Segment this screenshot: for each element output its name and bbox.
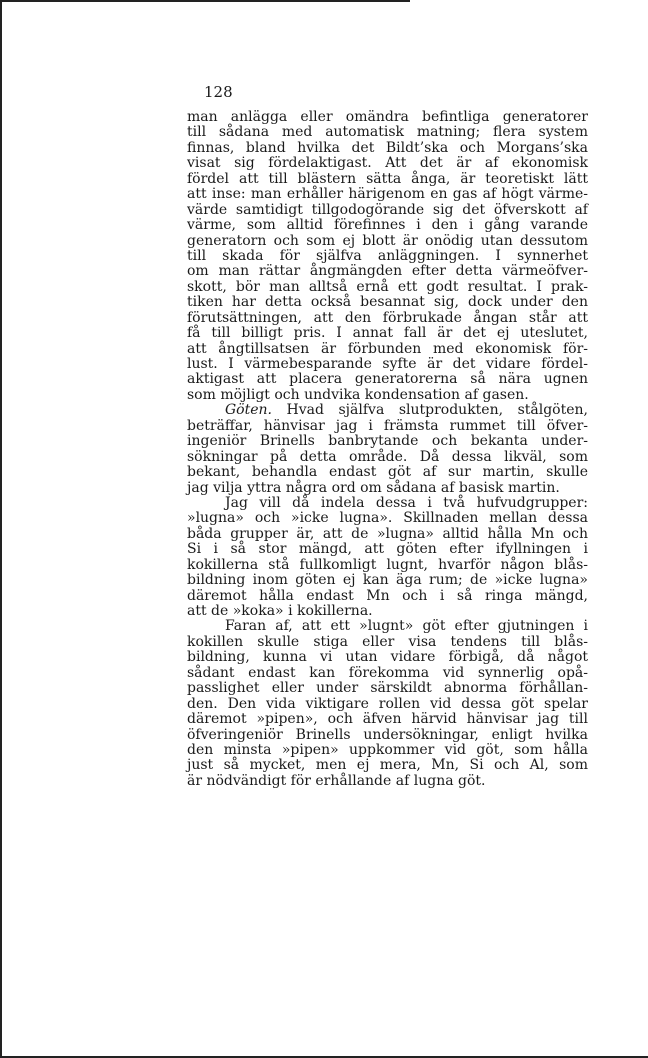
text-line-rest: Hvad själfva slutprodukten, stålgöten, (272, 402, 588, 419)
text-line: bekant, behandla endast göt af sur martin, skulle (187, 464, 588, 481)
text-line: däremot »pipen», och äfven härvid hänvisar jag till (187, 711, 588, 728)
text-line: passlighet eller under särskildt abnorma förhållan- (187, 680, 588, 697)
text-line: lust. I värmebesparande syfte är det vidare fördel- (187, 356, 588, 372)
text-line: just så mycket, men ej mera, Mn, Si och Al, som (187, 757, 588, 774)
text-line: Faran af, att ett »lugnt» göt efter gjutningen i (225, 618, 588, 635)
text-line: aktigast att placera generatorerna så nära ugnen (187, 371, 588, 388)
text-line: Si i så stor mängd, att göten efter ifyllningen i (187, 541, 588, 558)
text-line: skott, bör man alltså ernå ett godt resultat. I prak- (187, 278, 588, 295)
page-number: 128 (204, 83, 233, 101)
top-border-rule (0, 0, 410, 2)
left-border-rule (0, 0, 2, 1058)
text-line: jag vilja yttra några ord om sådana af basisk martin. (187, 479, 560, 496)
text-line: öfveringeniör Brinells undersökningar, enligt hvilka (187, 726, 588, 743)
text-line: som möjligt och undvika kondensation af gasen. (187, 386, 529, 403)
text-line: till skada för själfva anläggningen. I synnerhet (187, 247, 588, 264)
text-line: är nödvändigt för erhållande af lugna göt. (187, 772, 486, 789)
text-line: ingeniör Brinells banbrytande och bekanta under- (187, 433, 588, 450)
text-line: att de »koka» i kokillerna. (187, 603, 373, 619)
body-text (187, 110, 588, 789)
text-line: kokillen skulle stiga eller visa tendens till blås- (187, 633, 588, 650)
text-line: båda grupper är, att de »lugna» alltid hålla Mn och (187, 525, 588, 542)
text-line: »lugna» och »icke lugna». Skillnaden mellan dessa (187, 510, 588, 527)
text-line: tiken har detta också besannat sig, dock under den (187, 294, 588, 311)
text-line: värde samtidigt tillgodogörande sig det öfverskott af (187, 201, 588, 218)
text-line: värme, som alltid förefinnes i den i gång varande (187, 217, 588, 234)
text-line: att ångtillsatsen är förbunden med ekonomisk för- (187, 340, 588, 357)
text-line: sökningar på detta område. Då dessa likväl, som (187, 448, 588, 465)
text-line: man anlägga eller omändra befintliga generatorer (187, 109, 588, 125)
text-line: den minsta »pipen» uppkommer vid göt, som hålla (187, 741, 588, 758)
text-line: bildning inom göten ej kan äga rum; de »icke lugna» (187, 572, 588, 589)
text-line: generatorn och som ej blott är onödig utan dessutom (187, 232, 588, 249)
text-line: sådant endast kan förekomma vid synnerlig opå- (187, 664, 588, 681)
text-line: beträffar, hänvisar jag i främsta rummet till öfver- (187, 417, 588, 434)
text-line: finnas, bland hvilka det Bildt’ska och Morgans’ska (187, 139, 588, 156)
text-line: visat sig fördelaktigast. Att det är af ekonomisk (187, 155, 588, 172)
text-line: om man rättar ångmängden efter detta värmeöfver- (187, 263, 588, 280)
text-line (187, 403, 588, 418)
section-heading: Göten. (225, 402, 272, 419)
text-line: den. Den vida viktigare rollen vid dessa göt spelar (187, 695, 588, 712)
text-line: däremot hålla endast Mn och i så ringa mängd, (187, 587, 588, 604)
text-line: få till billigt pris. I annat fall är det ej uteslutet, (187, 325, 588, 342)
text-line: att inse: man erhåller härigenom en gas af högt värme- (187, 186, 588, 203)
text-line: fördel att till blästern sätta ånga, är teoretiskt lätt (187, 170, 588, 187)
text-line: Jag vill då indela dessa i två hufvudgrupper: (225, 494, 588, 511)
text-line: bildning, kunna vi utan vidare förbigå, då något (187, 649, 588, 666)
text-line: kokillerna stå fullkomligt lugnt, hvarför någon blås- (187, 556, 588, 573)
text-line: förutsättningen, att den förbrukade ångan står att (187, 309, 588, 326)
text-line: till sådana med automatisk matning; flera system (187, 124, 588, 141)
